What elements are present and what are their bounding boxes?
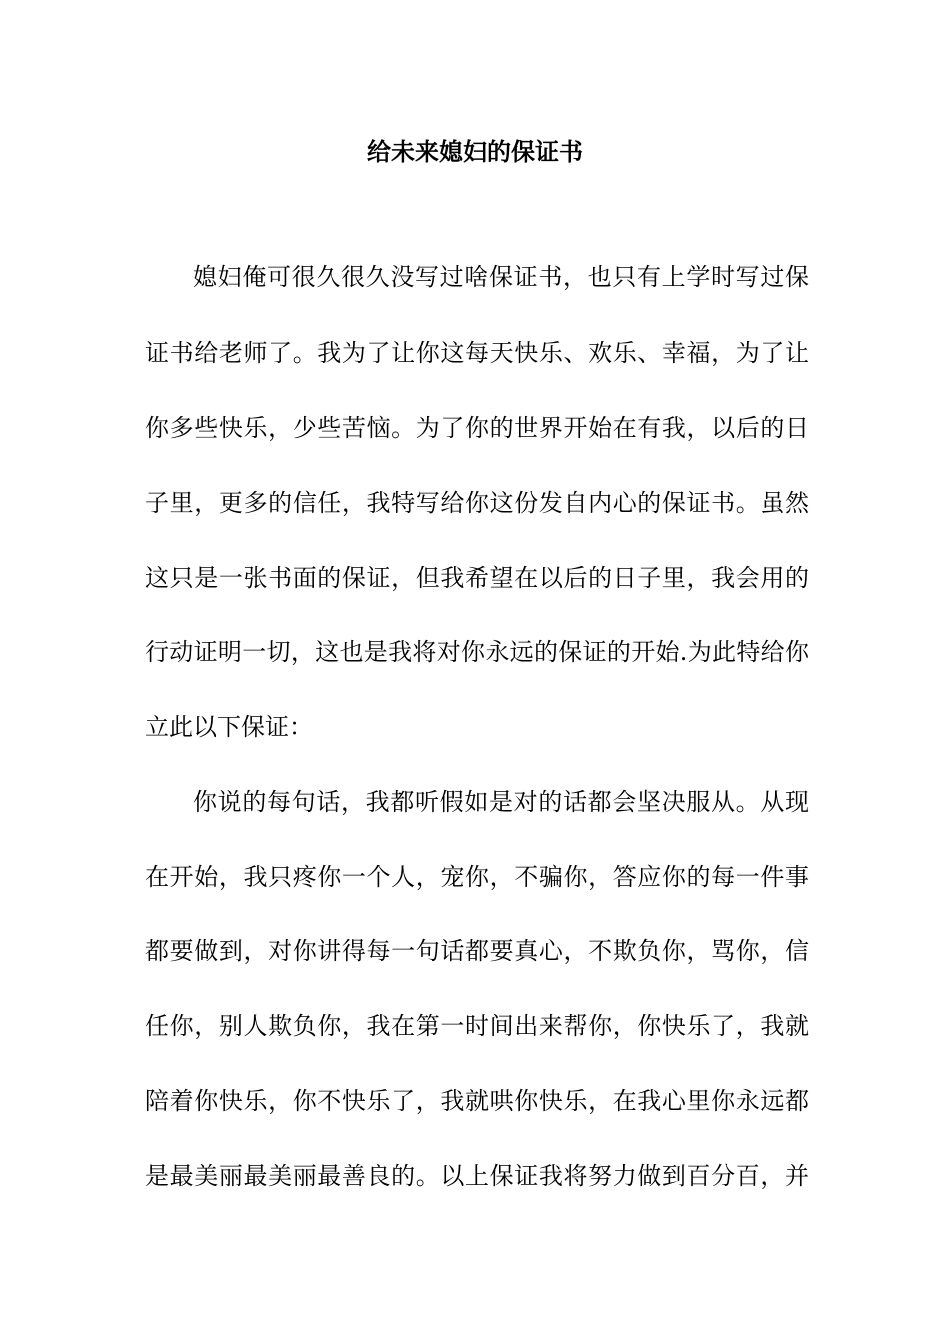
paragraph-2-line-4: 任你，别人欺负你，我在第一时间出来帮你，你快乐了，我就 — [145, 1012, 809, 1040]
paragraph-2-line-2: 在开始，我只疼你一个人，宠你，不骗你，答应你的每一件事 — [145, 863, 809, 891]
paragraph-1-line-1: 媳妇俺可很久很久没写过啥保证书，也只有上学时写过保 — [193, 263, 809, 291]
paragraph-1-line-7: 立此以下保证： — [145, 713, 313, 741]
paragraph-1-line-5: 这只是一张书面的保证，但我希望在以后的日子里，我会用的 — [145, 564, 809, 592]
paragraph-1-line-3: 你多些快乐，少些苦恼。为了你的世界开始在有我，以后的日 — [145, 414, 809, 442]
paragraph-2-line-1: 你说的每句话，我都听假如是对的话都会坚决服从。从现 — [193, 788, 809, 816]
paragraph-2-line-3: 都要做到，对你讲得每一句话都要真心，不欺负你，骂你，信 — [145, 937, 809, 965]
paragraph-1-line-6: 行动证明一切，这也是我将对你永远的保证的开始.为此特给你 — [145, 638, 809, 666]
paragraph-1-line-2: 证书给老师了。我为了让你这每天快乐、欢乐、幸福，为了让 — [145, 339, 809, 367]
paragraph-1-line-4: 子里，更多的信任，我特写给你这份发自内心的保证书。虽然 — [145, 489, 809, 517]
paragraph-2-line-6: 是最美丽最美丽最善良的。以上保证我将努力做到百分百，并 — [145, 1162, 809, 1190]
document-title: 给未来媳妇的保证书 — [367, 137, 583, 166]
paragraph-2-line-5: 陪着你快乐，你不快乐了，我就哄你快乐，在我心里你永远都 — [145, 1087, 809, 1115]
